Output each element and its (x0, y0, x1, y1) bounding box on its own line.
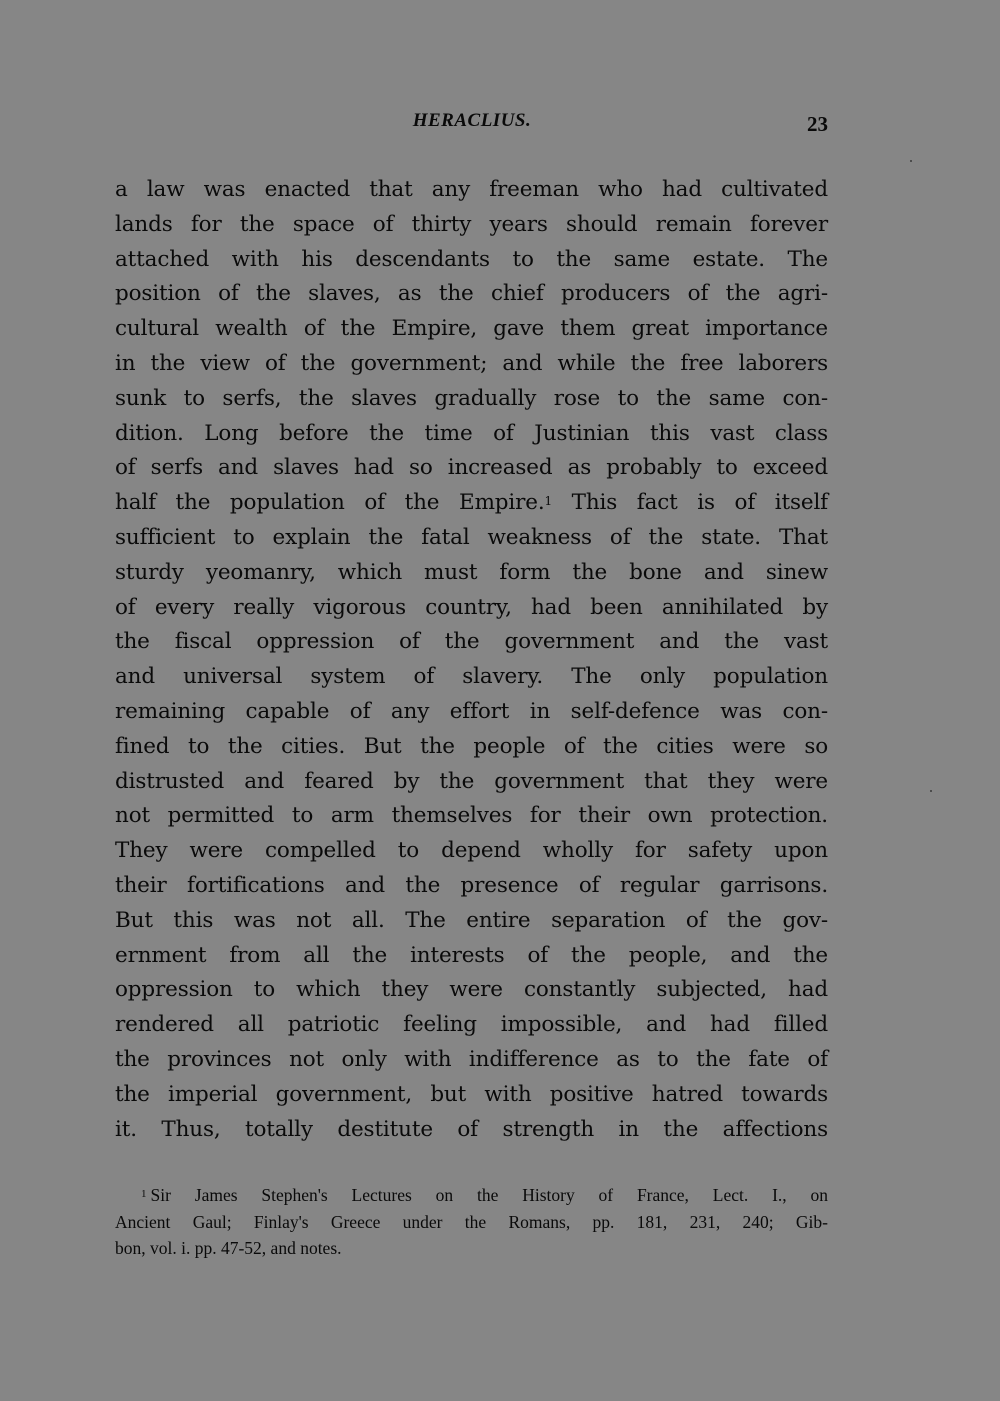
text-line: lands for the space of thirty years should remain forever (115, 211, 828, 237)
running-title: HERACLIUS. (412, 110, 532, 131)
text-line-with-footnote-ref (115, 486, 828, 521)
text-line: But this was not all. The entire separation of the gov- (115, 907, 828, 933)
text-line: ernment from all the interests of the people, and the (115, 942, 828, 968)
text-line: rendered all patriotic feeling impossible, and had filled (115, 1012, 828, 1038)
text-line: the imperial government, but with positive hatred towards (115, 1081, 828, 1107)
text-line: the fiscal oppression of the government and the vast (115, 629, 828, 655)
text-line: it. Thus, totally destitute of strength in the affections (115, 1116, 828, 1142)
running-header (116, 110, 828, 140)
text-line-part: This fact is of itself (552, 490, 828, 516)
text-line: They were compelled to depend wholly for safety upon (115, 838, 828, 864)
text-line: sunk to serfs, the slaves gradually rose to the same con- (115, 385, 828, 411)
text-line: sufficient to explain the fatal weakness of the state. That (115, 524, 828, 550)
text-line: remaining capable of any effort in self-defence was con- (115, 698, 828, 724)
footnote-line: bon, vol. i. pp. 47-52, and notes. (115, 1238, 342, 1258)
text-line: in the view of the government; and while the free laborers (115, 350, 828, 376)
scan-speck (930, 790, 932, 792)
text-line: the provinces not only with indifference as to the fate of (115, 1046, 828, 1072)
footnote-line: Ancient Gaul; Finlay's Greece under the Romans, pp. 181, 231, 240; Gib- (115, 1211, 828, 1232)
text-line: position of the slaves, as the chief producers of the agri- (115, 281, 828, 307)
text-line: a law was enacted that any freeman who had cultivated (115, 177, 828, 202)
text-line: oppression to which they were constantly subjected, had (115, 977, 828, 1003)
text-line: fined to the cities. But the people of the cities were so (115, 733, 828, 759)
footnote (115, 1182, 828, 1262)
text-line: not permitted to arm themselves for their own protection. (115, 803, 828, 829)
text-line: distrusted and feared by the government that they were (115, 768, 828, 794)
page-number: 23 (807, 112, 828, 136)
footnote-marker: 1 (141, 1188, 147, 1200)
text-line: sturdy yeomanry, which must form the bone and sinew (115, 559, 828, 585)
text-line: and universal system of slavery. The only population (115, 664, 828, 690)
text-line: dition. Long before the time of Justinian this vast class (115, 420, 828, 446)
text-line: of serfs and slaves had so increased as probably to exceed (115, 455, 828, 481)
text-line: their fortifications and the presence of regular garrisons. (115, 872, 828, 898)
footnote-reference: 1 (544, 494, 553, 509)
footnote-text: Sir James Stephen's Lectures on the History of France, Lect. I., on (150, 1185, 828, 1205)
body-paragraph (115, 173, 828, 1147)
text-line: cultural wealth of the Empire, gave them great importance (115, 316, 828, 342)
scan-speck (910, 160, 912, 162)
text-line: of every really vigorous country, had been annihilated by (115, 594, 828, 620)
text-line: attached with his descendants to the same estate. The (115, 246, 828, 272)
footnote-line (115, 1182, 828, 1209)
text-line-part: half the population of the Empire. (115, 490, 545, 516)
